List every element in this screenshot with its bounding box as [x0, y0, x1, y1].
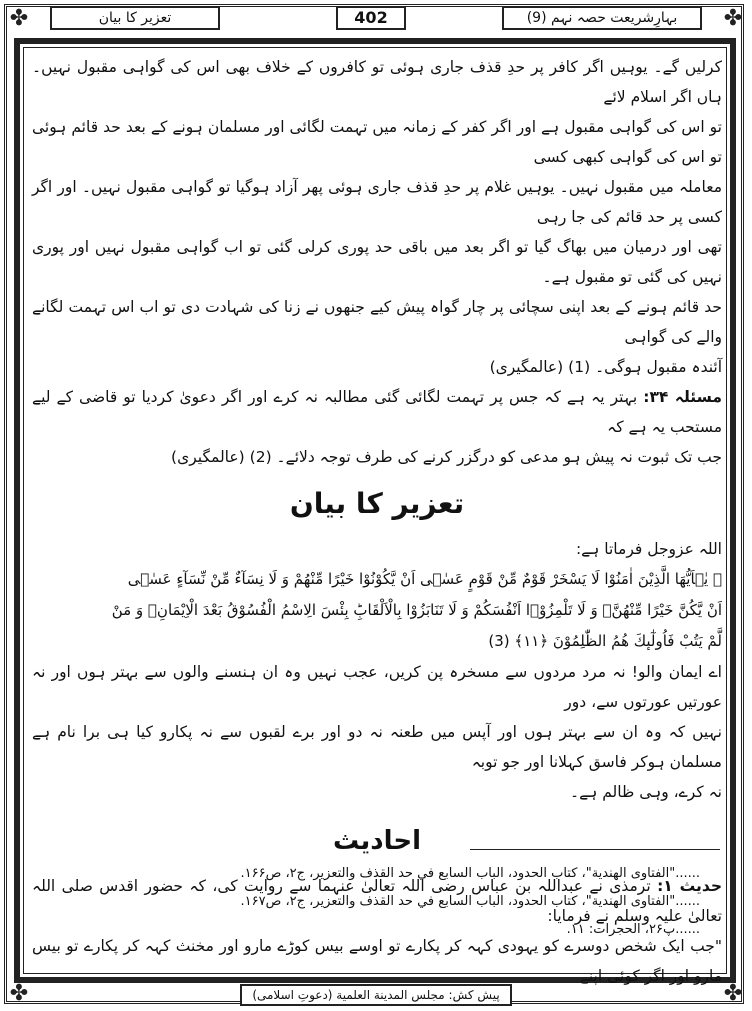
- text-line: تھی اور درمیان میں بھاگ گیا تو اگر بعد میں باقی حد پوری کرلی گئی تو اب گواہی مقبول نہیں اور پوری نہیں کی گئی تو مقبول ہے۔: [32, 238, 722, 286]
- masala-label: مسئلہ ۳۴:: [643, 388, 722, 406]
- text-line: ترمذی نے عبداللہ بن عباس رضی اللہ تعالیٰ عنہما سے روایت کی، کہ حضور اقدس صلی اللہ تعالیٰ علیہ وسلم نے فرمایا:: [32, 877, 722, 925]
- book-title: بہارِشریعت حصہ نہم (9): [502, 6, 702, 30]
- masala-paragraph: [32, 382, 722, 442]
- footnote: ......پ۲۶، الحجرات: ۱۱.: [566, 922, 700, 937]
- corner-ornament-icon: ✤: [723, 6, 743, 31]
- corner-ornament-icon: ✤: [9, 6, 29, 31]
- text-line: معاملہ میں مقبول نہیں۔ یوہیں غلام پر حدِ قذف جاری ہوئی پھر آزاد ہوگیا تو گواہی مقبول نہیں۔ اور اگر کسی پر حد قائم کی جا رہی: [32, 178, 722, 226]
- hadith-heading: احادیث: [332, 826, 422, 856]
- intro-line: اللہ عزوجل فرماتا ہے:: [575, 540, 722, 558]
- footnotes: [60, 860, 700, 944]
- quran-verse-line: لَّمْ یَتُبْ فَاُولٰٓىٕكَ هُمُ الظّٰلِمُوْنَ ﴿۱۱﴾ (3): [488, 632, 722, 650]
- section-heading: تعزیر کا بیان: [289, 487, 465, 520]
- text-line: تو اس کی گواہی مقبول ہے اور اگر کفر کے زمانہ میں تہمت لگائی اور مسلمان ہونے کے بعد حد قائم ہوئی تو اس کی گواہی کبھی کسی: [32, 118, 722, 166]
- footnote: ......"الفتاوی الهندية"، كتاب الحدود، الباب السابع في حد القذف والتعزير، ج۲، ص۱۶۷.: [240, 894, 700, 909]
- quran-verse-line: اَنْ یَّكُنَّ خَیْرًا مِّنْهُنَّۚ وَ لَا تَلْمِزُوْۤا اَنْفُسَكُمْ وَ لَا تَنَابَزُوْا بِالْاَلْقَابِؕ بِئْسَ الِاسْمُ الْفُسُوْقُ بَعْدَ الْاِیْمَانِۚ وَ مَنْ: [111, 601, 722, 619]
- text-line: جب تک ثبوت نہ پیش ہو مدعی کو درگزر کرنے کی طرف توجہ دلائے۔ (2) (عالمگیری): [171, 448, 722, 466]
- page-number: 402: [336, 6, 406, 30]
- page-body: [32, 52, 722, 991]
- chapter-title: تعزیر کا بیان: [50, 6, 220, 30]
- page-header: [10, 6, 742, 32]
- corner-ornament-icon: ✤: [723, 981, 743, 1006]
- corner-ornament-icon: ✤: [9, 981, 29, 1006]
- text-line: حد قائم ہونے کے بعد اپنی سچائی پر چار گواہ پیش کیے جنھوں نے زنا کی شہادت دی تو اب اس تہمت لگانے والے کی گواہی: [32, 298, 722, 346]
- text-line: "جب ایک شخص دوسرے کو یہودی کہہ کر پکارے تو اوسے بیس کوڑے مارو اور مخنث کہہ کر پکارے تو بیس مارو اور اگر کوئی اپنے: [32, 937, 722, 985]
- text-line: بہتر یہ ہے کہ جس پر تہمت لگائی گئی مطالبہ نہ کرے اور اگر دعویٰ کردیا تو قاضی کے لیے مستحب یہ ہے کہ: [32, 388, 722, 436]
- text-line: کرلیں گے۔ یوہیں اگر کافر پر حدِ قذف جاری ہوئی تو کافروں کے خلاف بھی اس کی گواہی مقبول نہیں۔ ہاں اگر اسلام لائے: [32, 58, 722, 106]
- translation-line: نہ کرے، وہی ظالم ہے۔: [570, 783, 722, 801]
- footnote: ......"الفتاوی الهندية"، كتاب الحدود، الباب السابع في حد القذف والتعزير، ج۲، ص۱۶۶.: [240, 866, 700, 881]
- quran-verse-line: ﴿ یٰۤاَیُّهَا الَّذِیْنَ اٰمَنُوْا لَا یَسْخَرْ قَوْمٌ مِّنْ قَوْمٍ عَسٰۤى اَنْ یَّكُوْنُوْا خَیْرًا مِّنْهُمْ وَ لَا نِسَآءٌ مِّنْ نِّسَآءٍ عَسٰۤى: [127, 570, 722, 588]
- footnote-divider: [470, 849, 720, 850]
- text-line: آئندہ مقبول ہوگی۔ (1) (عالمگیری): [489, 358, 722, 376]
- hadith-label: حدیث ۱:: [657, 877, 722, 895]
- translation-line: نہیں کہ وہ ان سے بہتر ہوں اور آپس میں طعنہ نہ دو اور برے لقبوں سے نہ پکارو کیا ہی برا نام ہے مسلمان ہوکر فاسق کہلانا اور جو توبہ: [32, 723, 722, 771]
- translation-line: اے ایمان والو! نہ مرد مردوں سے مسخرہ پن کریں، عجب نہیں وہ ان ہنسنے والوں سے بہتر ہوں اور نہ عورتیں عورتوں سے، دور: [32, 663, 722, 711]
- publisher-footer: پیش کش: مجلس المدینة العلمیة (دعوتِ اسلامی): [240, 984, 512, 1006]
